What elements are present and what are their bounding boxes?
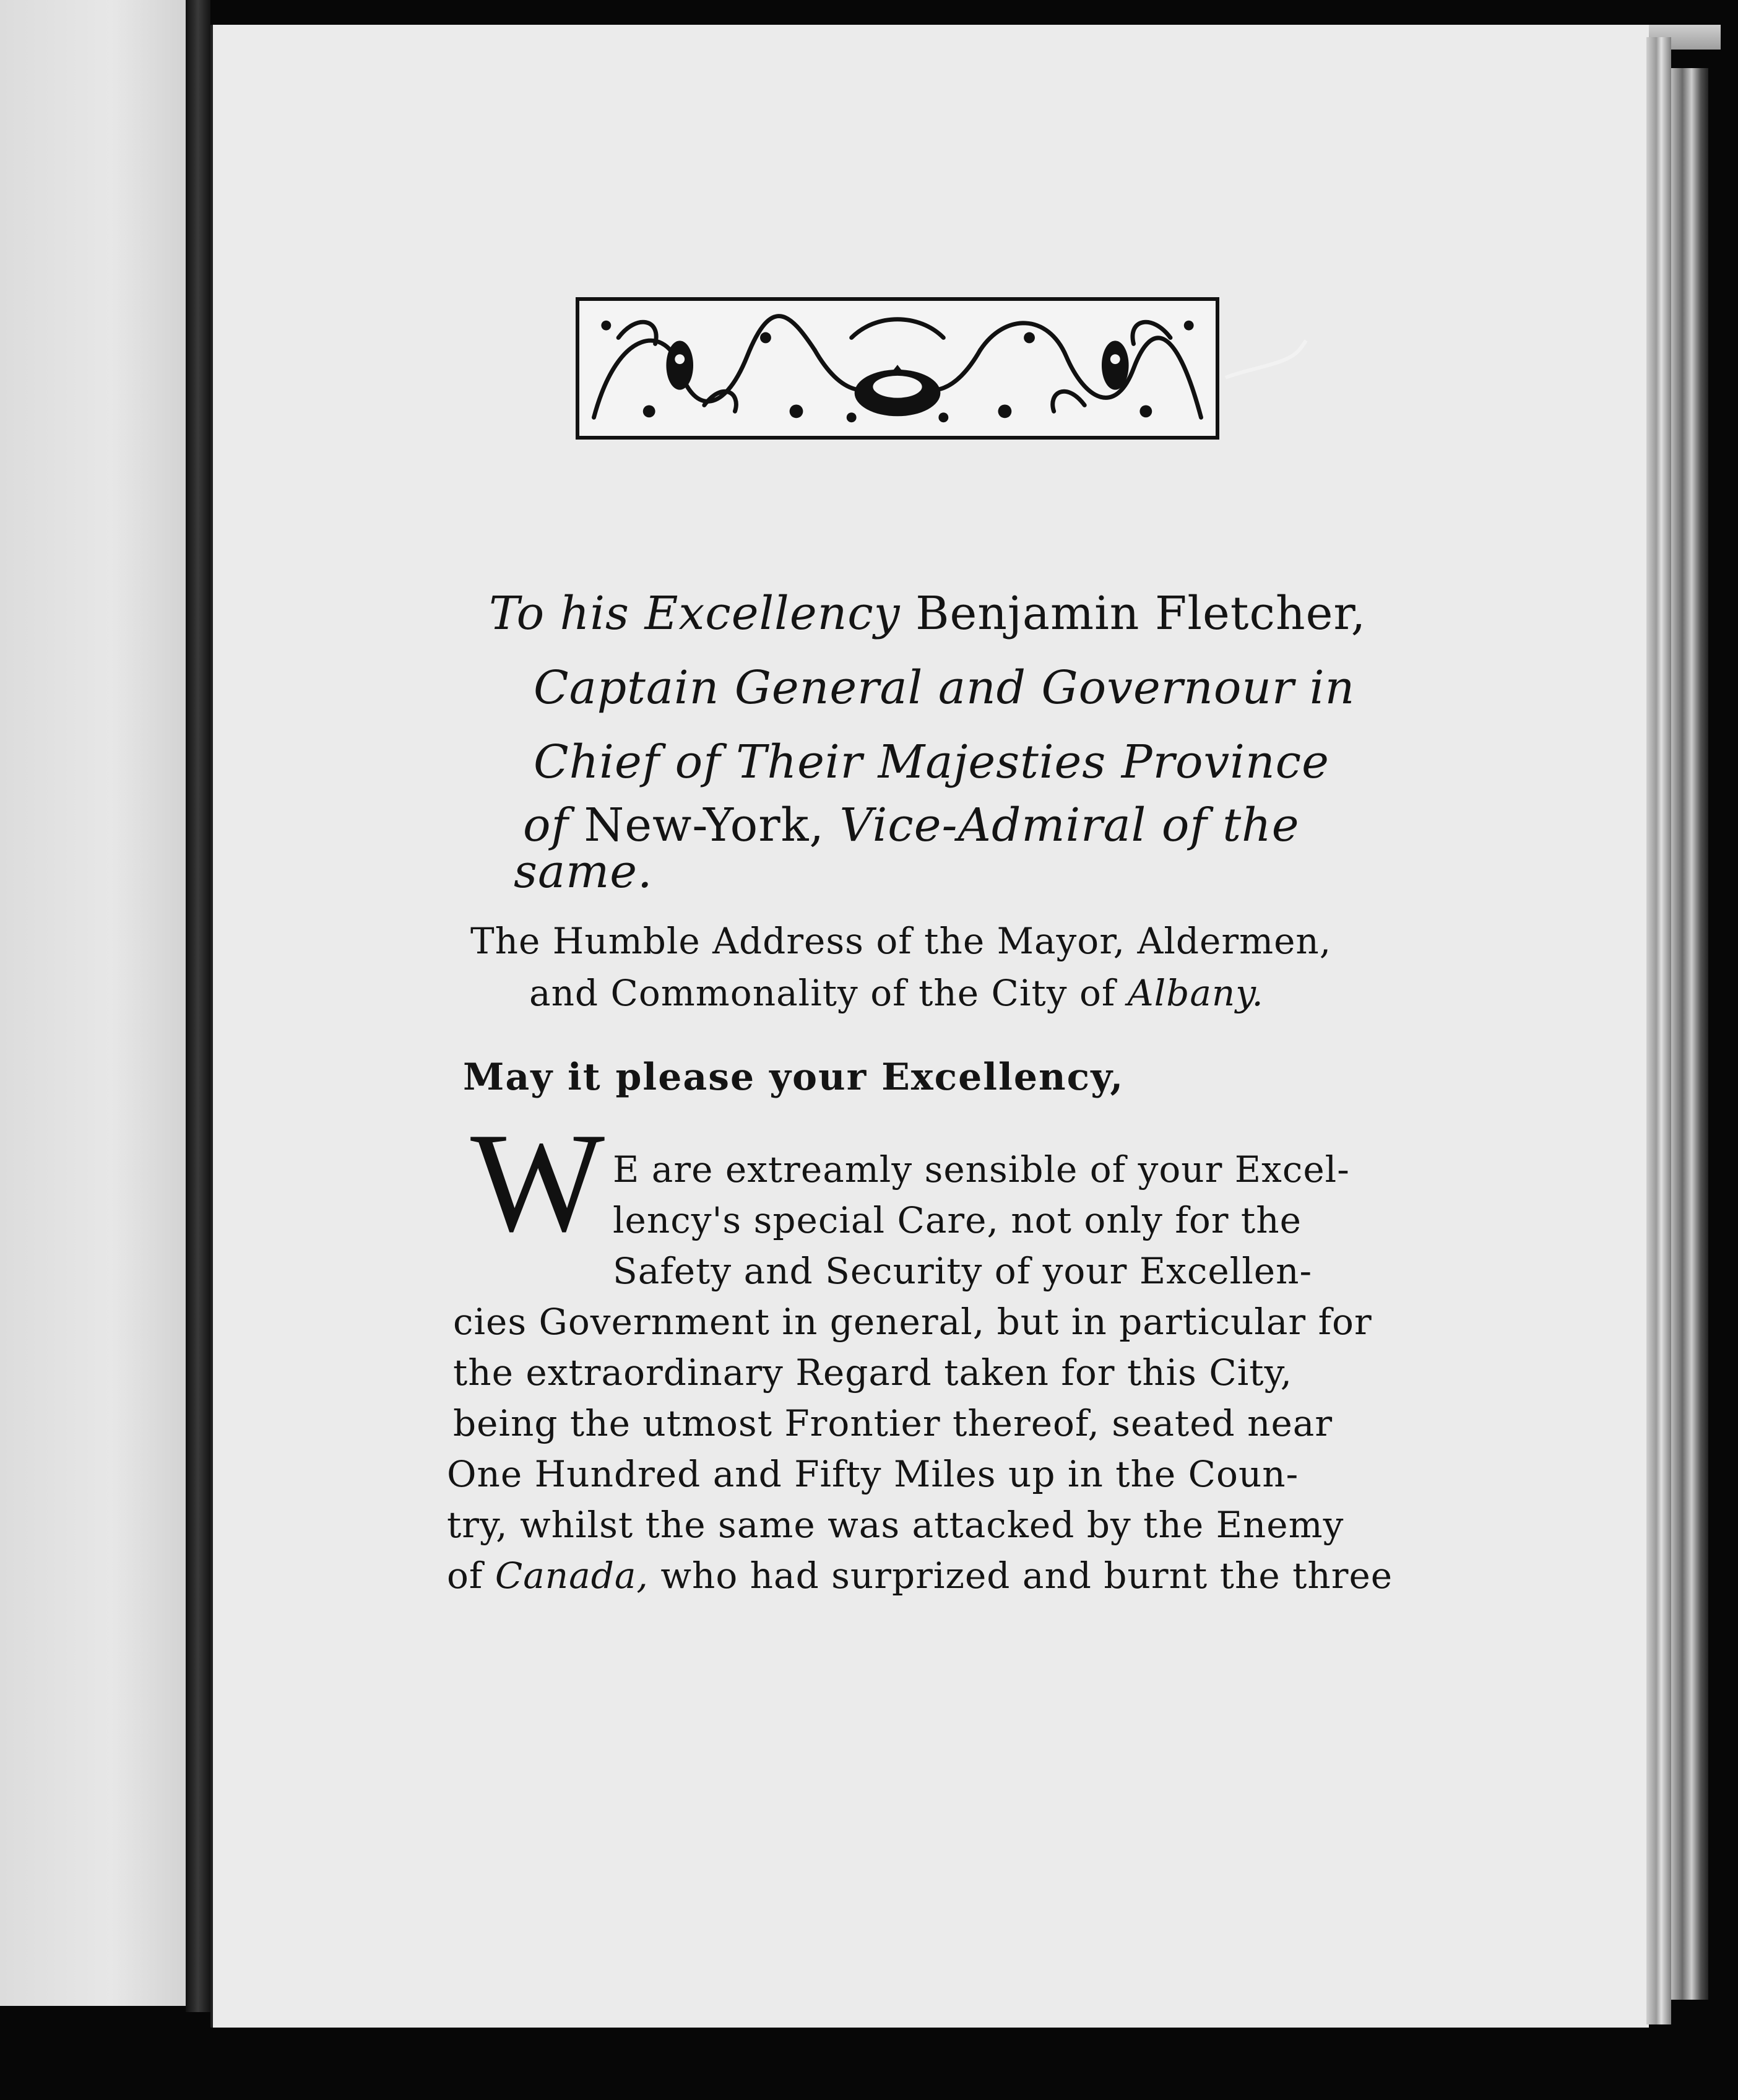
- dedication-line-4: of New-York, Vice-Admiral of the: [523, 799, 1300, 852]
- body-line: being the utmost Frontier thereof, seated near: [453, 1402, 1333, 1444]
- dedication-line-1: [489, 587, 1366, 640]
- address-line-1: The Humble Address of the Mayor, Aldermen,: [470, 920, 1332, 962]
- salutation: May it please your Excellency,: [463, 1056, 1125, 1099]
- body-line: cies Government in general, but in particular for: [453, 1301, 1372, 1343]
- body-line: the extraordinary Regard taken for this City,: [453, 1352, 1293, 1394]
- dedication-line-3: Chief of Their Majesties Province: [534, 735, 1329, 789]
- body-line: One Hundred and Fifty Miles up in the Coun-: [447, 1453, 1299, 1495]
- dedication-name: Benjamin Fletcher,: [915, 587, 1367, 640]
- body-line: E are extreamly sensible of your Excel-: [613, 1148, 1350, 1191]
- body-line-last: of Canada, who had surprized and burnt the three: [447, 1555, 1393, 1597]
- body-line: Safety and Security of your Excellen-: [613, 1250, 1313, 1292]
- body-line: lency's special Care, not only for the: [613, 1199, 1302, 1241]
- dedication-title-italic: To his Excellency: [489, 587, 901, 640]
- body-line: try, whilst the same was attacked by the Enemy: [447, 1504, 1344, 1546]
- drop-cap: W: [470, 1103, 605, 1261]
- address-line-2: and Commonality of the City of Albany.: [529, 972, 1264, 1014]
- dedication-line-5: same.: [514, 845, 653, 898]
- dedication-line-2: Captain General and Governour in: [534, 661, 1355, 714]
